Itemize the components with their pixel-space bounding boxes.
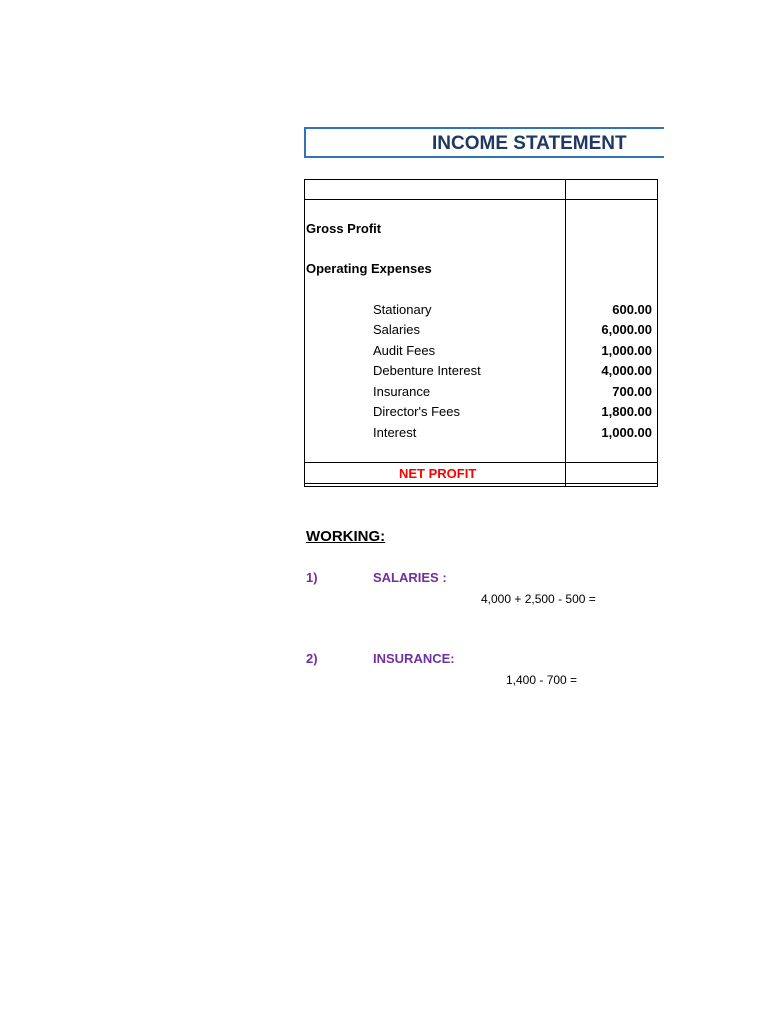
net-profit-top-border (304, 462, 658, 463)
table-left-border (304, 179, 305, 487)
net-profit-double-underline (304, 486, 658, 487)
header-bottom-border (304, 199, 658, 200)
expense-amount: 1,000.00 (601, 343, 652, 358)
expense-amount: 600.00 (612, 302, 652, 317)
expense-label: Interest (373, 425, 417, 440)
expense-amount: 6,000.00 (601, 322, 652, 337)
page-title: INCOME STATEMENT (432, 133, 627, 154)
net-profit-label: NET PROFIT (399, 466, 477, 481)
gross-profit-label: Gross Profit (306, 221, 382, 236)
expense-label: Director's Fees (373, 404, 461, 419)
income-statement-table (304, 179, 658, 487)
expense-amount: 4,000.00 (601, 363, 652, 378)
expense-label: Debenture Interest (373, 363, 481, 378)
title-box (304, 127, 664, 158)
working-title: WORKING: (306, 528, 386, 545)
working-item-label: SALARIES : (373, 570, 447, 585)
expense-label: Insurance (373, 384, 431, 399)
expense-label: Stationary (373, 302, 432, 317)
expense-amount: 1,800.00 (601, 404, 652, 419)
operating-expenses-label: Operating Expenses (306, 261, 432, 276)
working-item-number: 2) (306, 651, 318, 666)
working-item-label: INSURANCE: (373, 651, 455, 666)
net-profit-bottom-border (304, 483, 658, 484)
expense-amount: 1,000.00 (601, 425, 652, 440)
expense-label: Audit Fees (373, 343, 436, 358)
working-item-calculation: 1,400 - 700 = (506, 673, 578, 687)
expense-amount: 700.00 (612, 384, 652, 399)
table-top-border (304, 179, 658, 180)
working-item-calculation: 4,000 + 2,500 - 500 = (481, 592, 596, 606)
working-item-number: 1) (306, 570, 318, 585)
column-divider (565, 179, 566, 487)
table-right-border (657, 179, 658, 487)
expense-label: Salaries (373, 322, 420, 337)
